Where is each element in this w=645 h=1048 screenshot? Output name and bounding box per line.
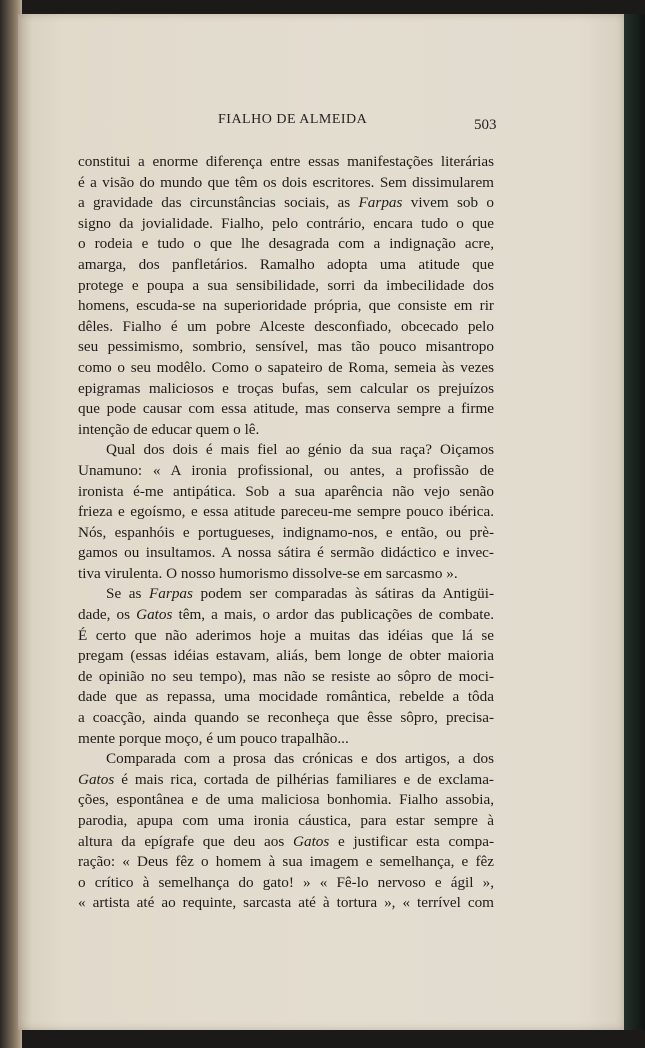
line-text: Unamuno: « A ironia profissional, ou antes, a profissão de bbox=[78, 461, 494, 479]
text-line bbox=[78, 420, 494, 441]
text-line bbox=[78, 687, 494, 708]
text-line bbox=[78, 440, 494, 461]
line-text: dêles. Fialho é um pobre Alceste desconfiado, obcecado pelo bbox=[78, 317, 494, 335]
text-line bbox=[78, 770, 494, 791]
line-text: Qual dos dois é mais fiel ao génio da sua raça? Oiçamos bbox=[106, 441, 494, 459]
italic-title: Farpas bbox=[149, 585, 193, 603]
line-text: É certo que não aderimos hoje a muitas das idéias que lá se bbox=[78, 626, 494, 644]
text-line bbox=[78, 337, 494, 358]
line-text-continued: e justificar esta compa- bbox=[329, 832, 495, 850]
line-text: é a visão do mundo que têm os dois escritores. Sem dissimularem bbox=[78, 173, 494, 191]
line-text: pregam (essas idéias estavam, aliás, bem longe de obter maioria bbox=[78, 647, 494, 665]
body-text bbox=[78, 152, 494, 914]
line-text: amarga, dos panfletários. Ramalho adopta uma atitude que bbox=[78, 255, 494, 273]
text-line bbox=[78, 893, 494, 914]
italic-title: Gatos bbox=[293, 832, 330, 850]
line-text: a gravidade das circunstâncias sociais, as bbox=[78, 194, 351, 212]
italic-title: Farpas bbox=[358, 194, 403, 212]
line-text: Comparada com a prosa das crónicas e dos artigos, a dos bbox=[106, 750, 494, 768]
line-text: a coacção, ainda quando se reconheça que êsse sôpro, precisa- bbox=[78, 709, 494, 727]
line-text: parodia, apupa com uma ironia cáustica, para estar sempre à bbox=[78, 812, 494, 829]
line-text: o crítico à semelhança do gato! » « Fê-lo nervoso e ágil », bbox=[78, 873, 494, 891]
line-text: ções, espontânea e de uma maliciosa bonhomia. Fialho assobia, bbox=[78, 791, 494, 809]
text-line bbox=[78, 214, 494, 235]
book-cover-edge bbox=[624, 14, 645, 1030]
line-text: mente porque moço, é um pouco trapalhão... bbox=[78, 729, 349, 747]
italic-title: Gatos bbox=[136, 606, 173, 624]
text-line bbox=[78, 873, 494, 894]
italic-title: Gatos bbox=[78, 770, 115, 788]
running-head: FIALHO DE ALMEIDA bbox=[218, 112, 368, 127]
text-line bbox=[78, 626, 494, 647]
line-text: Nós, espanhóis e portugueses, indignamo-nos, e então, ou prè- bbox=[78, 523, 494, 541]
line-text: como o seu modêlo. Como o sapateiro de Roma, semeia às vezes bbox=[78, 358, 494, 376]
line-text: gamos ou insultamos. A nossa sátira é sermão didáctico e invec- bbox=[78, 544, 494, 562]
line-text: frieza e egoísmo, e essa atitude pareceu-me sempre pouco ibérica. bbox=[78, 503, 494, 521]
line-text: tiva virulenta. O nosso humorismo dissolve-se em sarcasmo ». bbox=[78, 564, 458, 582]
text-line bbox=[78, 255, 494, 276]
line-text: epigramas maliciosos e troças bufas, sem calcular os prejuízos bbox=[78, 379, 494, 397]
line-text: de opinião no seu tempo), mas não se resiste ao sôpro de moci- bbox=[78, 667, 494, 685]
text-line bbox=[78, 296, 494, 317]
text-line bbox=[78, 234, 494, 255]
page-number: 503 bbox=[474, 117, 497, 133]
text-line bbox=[78, 564, 494, 585]
text-line bbox=[78, 317, 494, 338]
line-text-continued: podem ser comparadas às sátiras da Antigüi- bbox=[192, 585, 495, 603]
line-text: homens, escuda-se na superioridade própria, que consiste em rir bbox=[78, 297, 494, 315]
text-line bbox=[78, 584, 494, 605]
text-line bbox=[78, 461, 494, 482]
line-text-continued: vivem sob o bbox=[402, 194, 495, 212]
text-line bbox=[78, 667, 494, 688]
text-line bbox=[78, 399, 494, 420]
text-line bbox=[78, 811, 494, 832]
text-line bbox=[78, 708, 494, 729]
text-line bbox=[78, 832, 494, 853]
line-text-continued: têm, a mais, o ardor das publicações de combate. bbox=[172, 606, 494, 624]
text-line bbox=[78, 358, 494, 379]
line-text: « artista até ao requinte, sarcasta até à tortura », « terrível com bbox=[78, 894, 494, 912]
line-text: ração: « Deus fêz o homem à sua imagem e semelhança, e fêz bbox=[78, 853, 494, 871]
text-line bbox=[78, 605, 494, 626]
text-line bbox=[78, 173, 494, 194]
text-line bbox=[78, 193, 494, 214]
text-line bbox=[78, 502, 494, 523]
line-text: seu pessimismo, sombrio, sensível, mas tão pouco misantropo bbox=[78, 338, 494, 356]
text-line bbox=[78, 790, 494, 811]
line-text: protege e poupa a sua sensibilidade, sorri da imbecilidade dos bbox=[78, 276, 494, 294]
text-line bbox=[78, 852, 494, 873]
line-text: o rodeia e tudo o que lhe desagrada com a indignação acre, bbox=[78, 235, 494, 253]
text-line bbox=[78, 543, 494, 564]
text-line bbox=[78, 749, 494, 770]
text-line bbox=[78, 152, 494, 173]
line-text: dade, os bbox=[78, 606, 131, 624]
line-text: signo da jovialidade. Fialho, pelo contrário, encara tudo o que bbox=[78, 214, 494, 232]
line-text: ironista é-me antipática. Sob a sua aparência não vejo senão bbox=[78, 482, 494, 500]
line-text: dade que as repassa, uma mocidade romântica, rebelde a tôda bbox=[78, 688, 494, 706]
line-text-continued: é mais rica, cortada de pilhérias familiares e de exclama- bbox=[114, 770, 494, 788]
line-text: que pode causar com essa atitude, mas conserva sempre a firme bbox=[78, 400, 494, 418]
line-text: Se as bbox=[106, 585, 142, 603]
line-text: altura da epígrafe que deu aos bbox=[78, 832, 285, 850]
line-text: constitui a enorme diferença entre essas manifestações literárias bbox=[78, 153, 494, 170]
text-line bbox=[78, 482, 494, 503]
text-line bbox=[78, 523, 494, 544]
text-line bbox=[78, 276, 494, 297]
text-line bbox=[78, 379, 494, 400]
line-text: intenção de educar quem o lê. bbox=[78, 420, 260, 438]
text-line bbox=[78, 646, 494, 667]
text-line bbox=[78, 729, 494, 750]
